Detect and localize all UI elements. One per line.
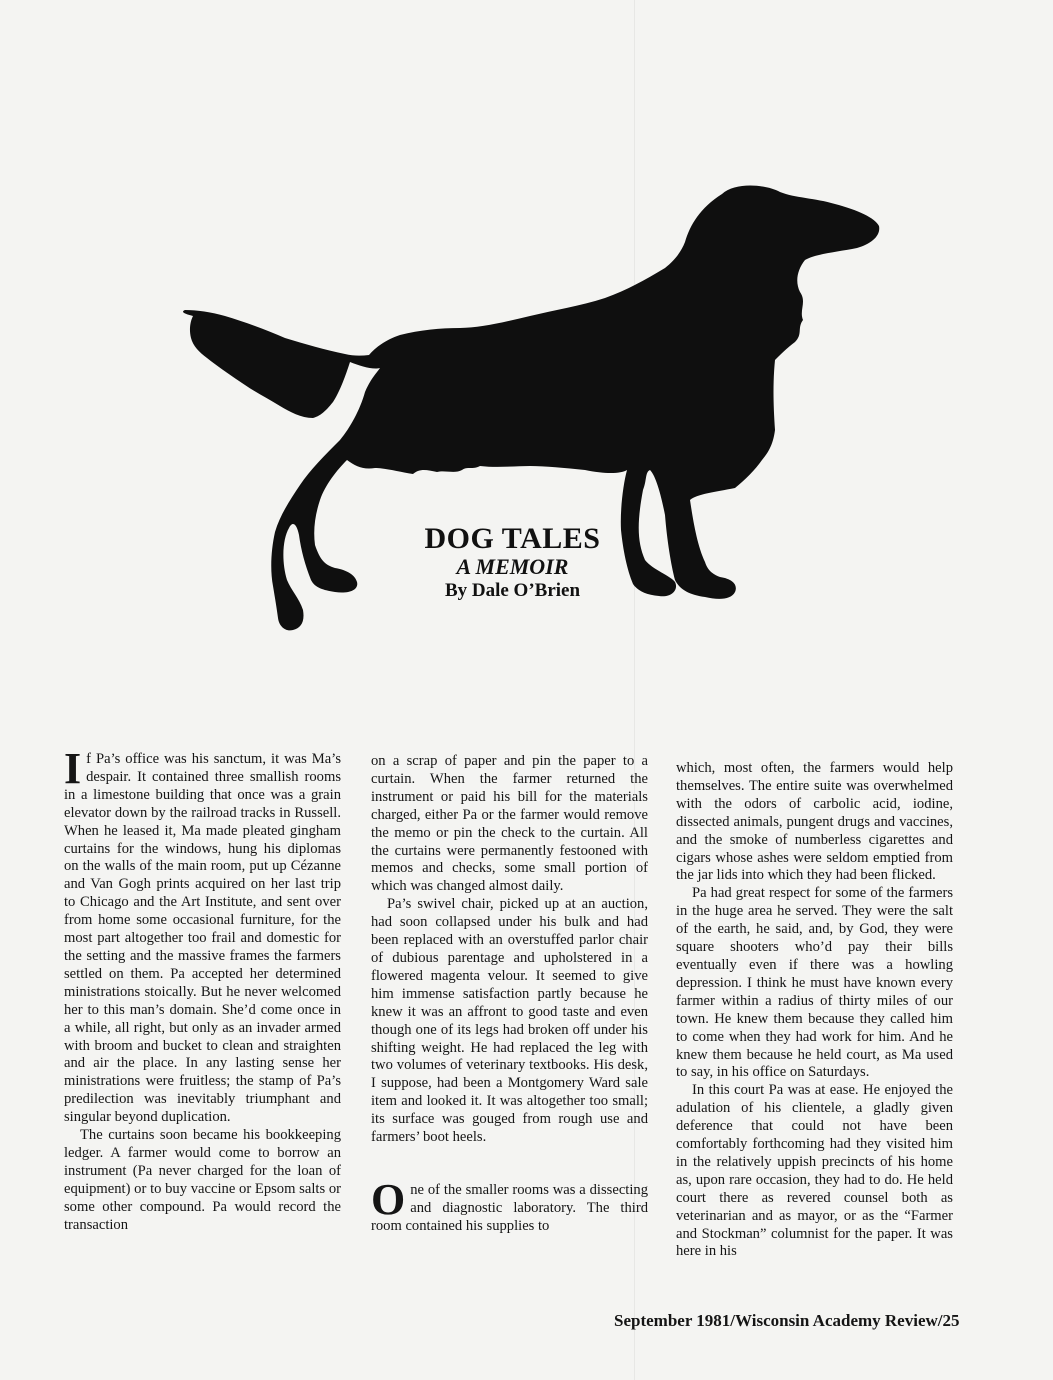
paragraph-text: on a scrap of paper and pin the paper to a curtain. When the farmer returned the instrument or paid his bill for the materials charged, either Pa or the farmer would remove the memo or pin the check to the curtain. All the curtains were permanently festooned with memos and checks, some small portion of which was changed almost daily. — [371, 753, 648, 895]
body-paragraph — [371, 753, 648, 896]
body-paragraph — [64, 744, 341, 1127]
text-column-3 — [676, 760, 953, 1261]
paragraph-text: Pa’s swivel chair, picked up at an auction, had soon collapsed under his bulk and had been replaced with an overstuffed parlor chair of dubious parentage and upholstered in a flowered magenta velour. It seemed to give him immense satisfaction partly because he knew it was an affront to good taste and even though one of its legs had broken off under his shifting weight. He had replaced the leg with two volumes of veterinary textbooks. His desk, I suppose, had been a Montgomery Ward sale item and looked it. It was altogether too small; its surface was gouged from rough use and farmers’ boot heels. — [371, 896, 648, 1146]
text-column-1 — [64, 744, 341, 1234]
body-paragraph — [371, 896, 648, 1147]
drop-cap: I — [64, 744, 82, 793]
paragraph-text: f Pa’s office was his sanctum, it was Ma’s despair. It contained three smallish rooms in a limestone building that once was a grain elevator down by the railroad tracks in Russell. When he leased it, Ma made pleated gingham curtains for the windows, hung his diplomas on the walls of the main room, put up Cézanne and Van Gogh prints acquired on her last trip to Chicago and the Art Institute, and sent over from home some occasional furniture, for the most part altogether too frail and domestic for the setting and the massive frames the farmers settled on them. Pa accepted her determined ministrations stoically. But he never welcomed her to this man’s domain. She’d come once in a while, all right, but only as an invader armed with broom and bucket to clean and straighten and air the place. In any lasting sense her ministrations were fruitless; the stamp of Pa’s predilection was inevitably triumphant and singular beyond duplication. — [64, 751, 341, 1126]
body-paragraph — [676, 760, 953, 885]
body-paragraph — [676, 885, 953, 1082]
text-column-2 — [371, 753, 648, 1236]
paragraph-text: Pa had great respect for some of the farmers in the huge area he served. They were the salt of the earth, he said, and, by God, they were square shooters who’d pay their bills eventually even if there was a howling depression. I think he must have known every farmer within a radius of thirty miles of our town. He knew them because they called him to come when they had work for him. And he knew them because he held court, as Ma used to say, in his office on Saturdays. — [676, 885, 953, 1081]
article-title: DOG TALES — [424, 522, 601, 555]
paragraph-text: ne of the smaller rooms was a dissecting and diagnostic laboratory. The third room contained his supplies to — [371, 1181, 648, 1234]
body-paragraph — [64, 1127, 341, 1234]
body-paragraph — [676, 1082, 953, 1261]
body-paragraph — [371, 1174, 648, 1236]
paragraph-text: In this court Pa was at ease. He enjoyed the adulation of his clientele, a gladly given deference that could not have been comfortably forthcoming had they visited him in the relatively uppish precincts of his home as, upon rare occasion, they had to do. He held court there as revered counsel both as veterinarian and as mayor, or as the “Farmer and Stockman” columnist for the paper. It was here in his — [676, 1082, 953, 1260]
drop-cap: O — [371, 1174, 406, 1224]
article-title-block — [395, 523, 630, 602]
article-subtitle: A MEMOIR — [456, 554, 569, 579]
paragraph-text: The curtains soon became his bookkeeping ledger. A farmer would come to borrow an instrument (Pa never charged for the loan of equipment) or to buy vaccine or Epsom salts or some other compound. Pa would record the transaction — [64, 1127, 341, 1233]
paragraph-text: which, most often, the farmers would help themselves. The entire suite was overwhelmed with the odors of carbolic acid, iodine, dissected animals, pungent drugs and vaccines, and the smoke of numberless cigarettes and cigars whose ashes were seldom emptied from the jar lids into which they had been flicked. — [676, 760, 953, 884]
page-footer: September 1981/Wisconsin Academy Review/25 — [614, 1311, 960, 1330]
article-byline: By Dale O’Brien — [444, 580, 581, 601]
